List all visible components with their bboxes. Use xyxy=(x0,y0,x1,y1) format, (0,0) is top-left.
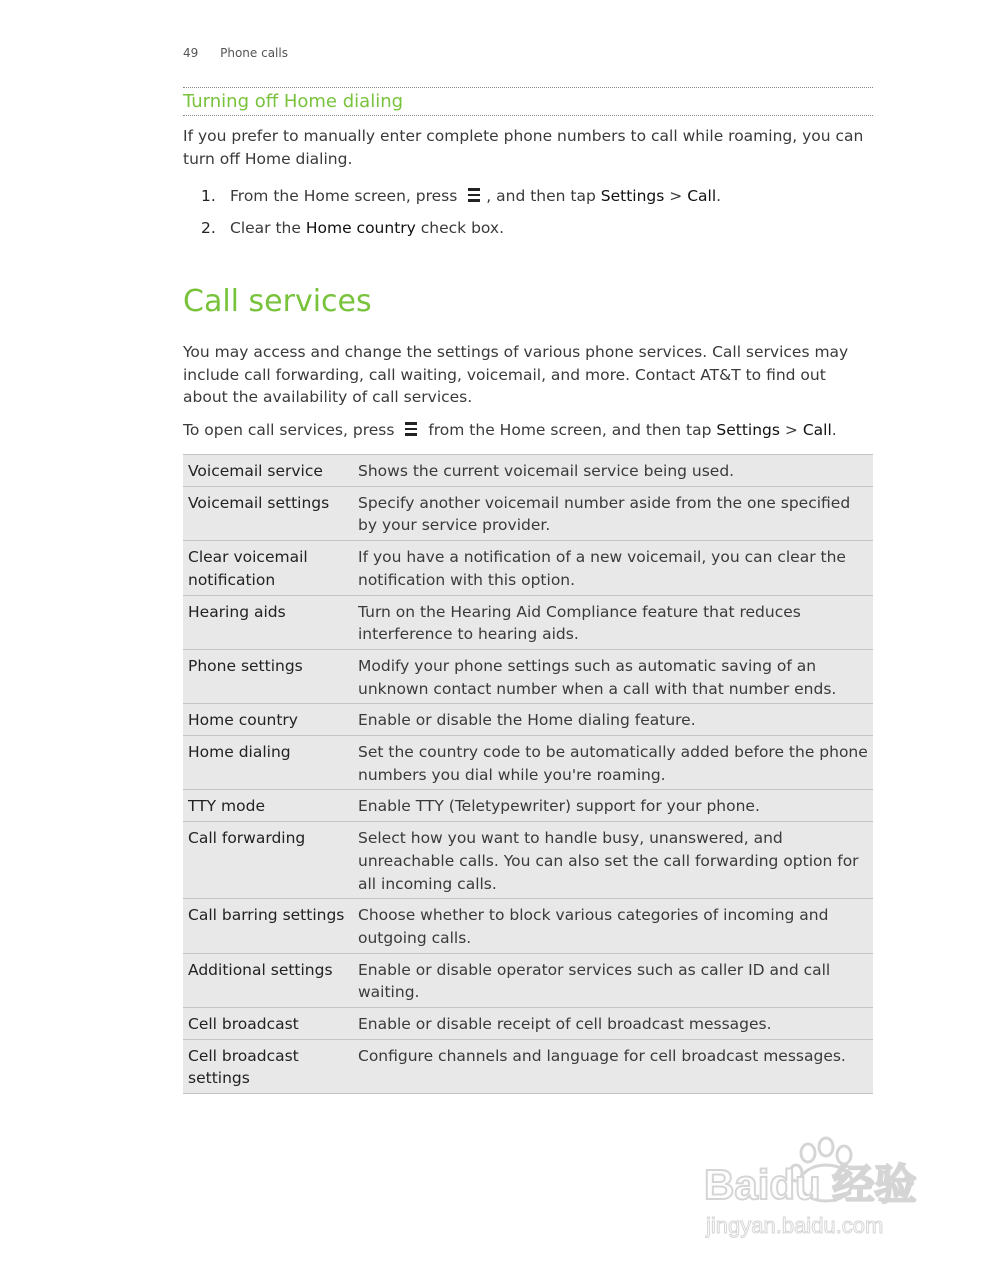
service-name: Call forwarding xyxy=(183,822,351,899)
table-row xyxy=(183,822,873,899)
service-description: Set the country code to be automatically added before the phone numbers you dial while you're roaming. xyxy=(351,736,873,790)
service-description: Enable or disable the Home dialing feature. xyxy=(351,704,873,736)
service-description: Shows the current voicemail service being used. xyxy=(351,455,873,487)
service-name: TTY mode xyxy=(183,790,351,822)
watermark-url: jingyan.baidu.com xyxy=(706,1213,884,1238)
service-description: Select how you want to handle busy, unanswered, and unreachable calls. You can also set the call forwarding option for all incoming calls. xyxy=(351,822,873,899)
table-row xyxy=(183,1008,873,1040)
service-description: If you have a notification of a new voicemail, you can clear the notification with this option. xyxy=(351,541,873,595)
service-name: Voicemail service xyxy=(183,455,351,487)
home-country-label: Home country xyxy=(305,219,416,237)
service-name: Additional settings xyxy=(183,953,351,1007)
call-label: Call xyxy=(687,187,717,205)
call-services-heading: Call services xyxy=(183,284,372,319)
divider-top xyxy=(183,87,873,88)
service-name: Call barring settings xyxy=(183,899,351,953)
table-row xyxy=(183,1039,873,1093)
service-description: Enable or disable receipt of cell broadcast messages. xyxy=(351,1008,873,1040)
table-row xyxy=(183,736,873,790)
step-number: 2. xyxy=(201,219,216,237)
table-row xyxy=(183,649,873,703)
service-description: Configure channels and language for cell broadcast messages. xyxy=(351,1039,873,1093)
settings-label: Settings xyxy=(600,187,665,205)
service-description: Choose whether to block various categories of incoming and outgoing calls. xyxy=(351,899,873,953)
service-name: Cell broadcast xyxy=(183,1008,351,1040)
service-name: Home country xyxy=(183,704,351,736)
table-row xyxy=(183,541,873,595)
step-number: 1. xyxy=(201,187,216,205)
service-description: Enable TTY (Teletypewriter) support for your phone. xyxy=(351,790,873,822)
chapter-title: Phone calls xyxy=(220,46,288,60)
service-description: Specify another voicemail number aside from the one specified by your service provider. xyxy=(351,486,873,540)
service-name: Clear voicemail notification xyxy=(183,541,351,595)
open-instructions: To open call services, press from the Home screen, and then tap Settings > Call. xyxy=(183,421,837,439)
table-row xyxy=(183,595,873,649)
table-row xyxy=(183,899,873,953)
service-description: Turn on the Hearing Aid Compliance feature that reduces interference to hearing aids. xyxy=(351,595,873,649)
baidu-watermark-logo xyxy=(700,1135,940,1245)
page-number: 49 xyxy=(183,46,199,60)
service-description: Modify your phone settings such as automatic saving of an unknown contact number when a call with that number ends. xyxy=(351,649,873,703)
service-name: Home dialing xyxy=(183,736,351,790)
table-row xyxy=(183,455,873,487)
page-header xyxy=(183,46,288,60)
menu-icon xyxy=(464,185,484,205)
service-description: Enable or disable operator services such as caller ID and call waiting. xyxy=(351,953,873,1007)
call-services-intro: You may access and change the settings of various phone services. Call services may include call forwarding, call waiting, voicemail, and more. Contact AT&T to find out about the availability of call services. xyxy=(183,343,849,406)
service-name: Voicemail settings xyxy=(183,486,351,540)
section-title: Turning off Home dialing xyxy=(183,91,404,112)
menu-icon xyxy=(401,419,421,439)
service-name: Phone settings xyxy=(183,649,351,703)
table-row xyxy=(183,486,873,540)
table-row xyxy=(183,704,873,736)
service-name: Hearing aids xyxy=(183,595,351,649)
section-intro: If you prefer to manually enter complete phone numbers to call while roaming, you can turn off Home dialing. xyxy=(183,127,864,168)
table-row xyxy=(183,953,873,1007)
call-services-table xyxy=(183,454,873,1094)
divider-bottom xyxy=(183,115,873,116)
table-row xyxy=(183,790,873,822)
service-name: Cell broadcast settings xyxy=(183,1039,351,1093)
watermark-brand: Baidu 经验 xyxy=(704,1161,917,1208)
